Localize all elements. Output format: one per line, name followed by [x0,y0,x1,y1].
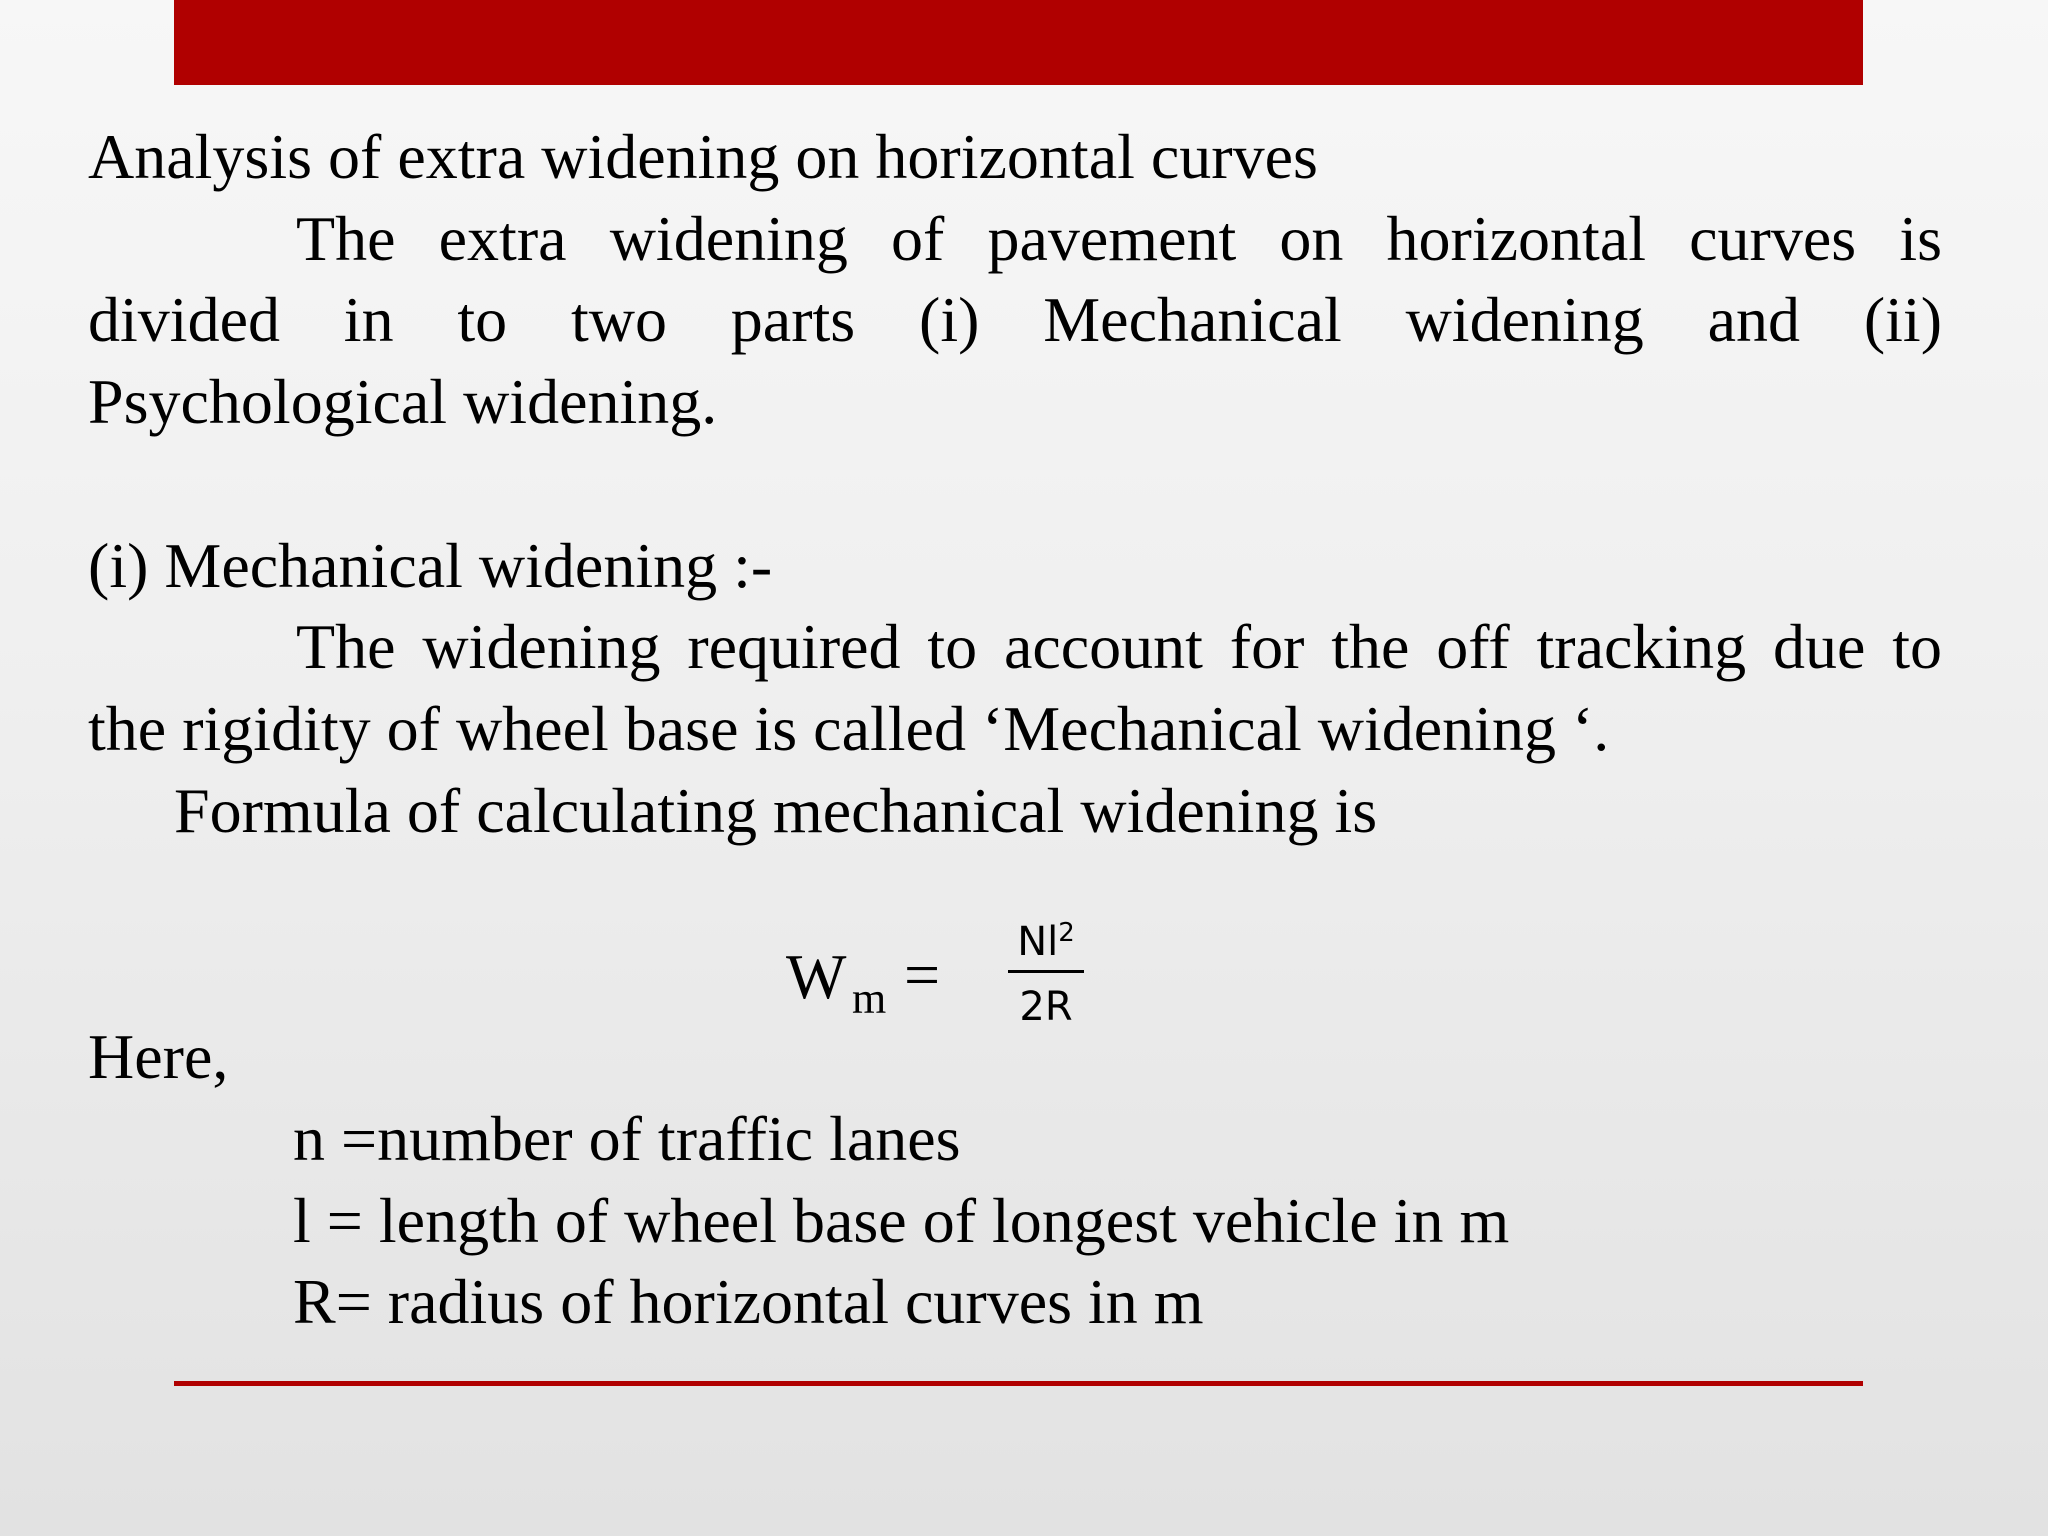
formula-intro: Formula of calculating mechanical widening is [174,775,1378,846]
definition-line-2: the rigidity of wheel base is called ‘Mechanical widening ‘. [88,693,1610,764]
top-accent-bar [174,0,1863,85]
definition-n: n =number of traffic lanes [293,1103,961,1174]
formula-lhs-subscript: m [852,974,887,1023]
formula-numerator [1008,916,1084,973]
bottom-accent-rule [174,1381,1863,1386]
formula-denominator: 2R [1019,984,1073,1030]
definition-l: l = length of wheel base of longest vehicle in m [293,1185,1510,1256]
definition-line-1: The widening required to account for the off tracking due to [296,611,1942,682]
slide-heading: Analysis of extra widening on horizontal curves [88,121,1318,192]
intro-line-3: Psychological widening. [88,366,718,437]
formula-equals: = [904,939,941,1010]
intro-line-1: The extra widening of pavement on horizontal curves is [296,203,1942,274]
intro-line-2: divided in to two parts (i) Mechanical widening and (ii) [88,284,1942,355]
section-heading: (i) Mechanical widening :- [88,530,773,601]
here-label: Here, [88,1021,229,1092]
formula-numerator-base: Nl [1017,919,1059,965]
formula-numerator-exponent: 2 [1058,918,1075,948]
formula-fraction [1008,916,1084,1037]
formula-lhs: W [786,941,847,1012]
definition-r: R= radius of horizontal curves in m [293,1266,1204,1337]
